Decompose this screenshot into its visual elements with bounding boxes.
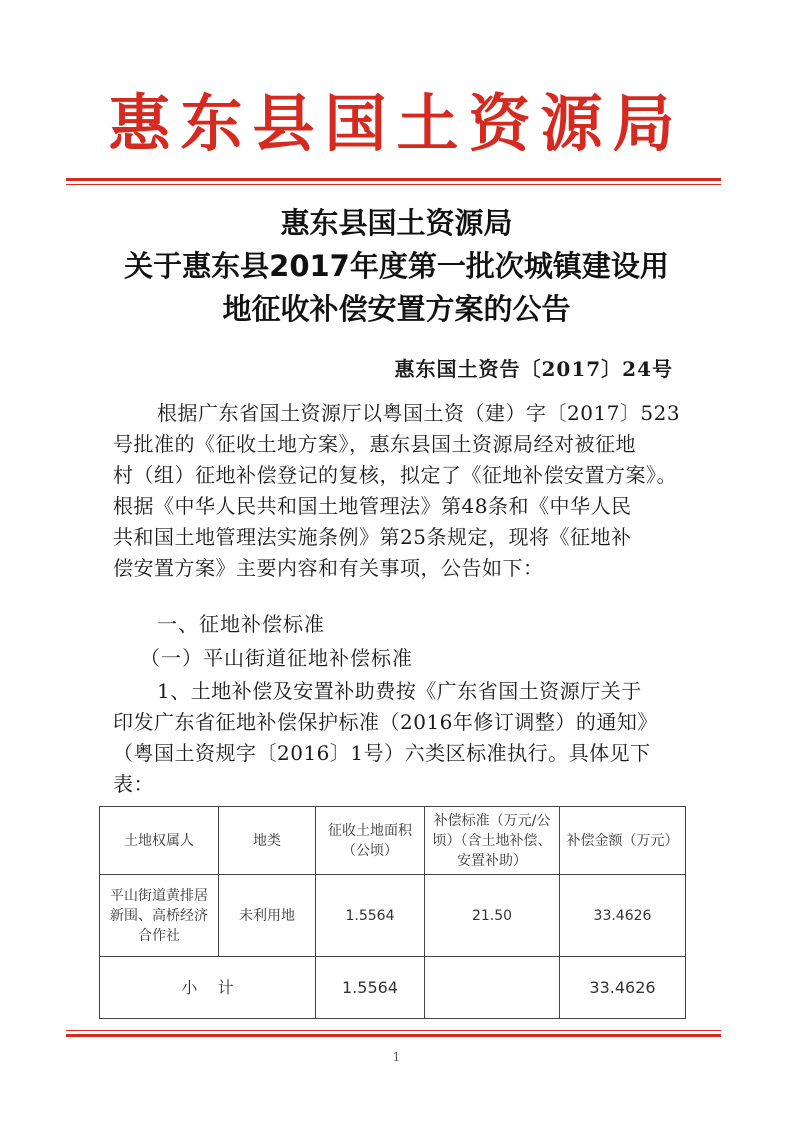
page-number: 1 [392, 1050, 401, 1064]
subtotal-amount: 33.4626 [560, 957, 686, 1019]
subtotal-area: 1.5564 [316, 957, 425, 1019]
section-heading-2: （一）平山街道征地补偿标准 [140, 646, 413, 670]
intro-line: 共和国土地管理法实施条例》第25条规定，现将《征地补 [113, 525, 632, 549]
notice-title [0, 202, 793, 331]
intro-line: 根据广东省国土资源厅以粤国土资（建）字〔2017〕523 [157, 401, 681, 425]
title-line-2: 关于惠东县2017年度第一批次城镇建设用 [124, 249, 669, 283]
title-line-3: 地征收补偿安置方案的公告 [222, 292, 571, 326]
document-number: 惠东国土资告〔2017〕24号 [394, 357, 673, 381]
col-amount-header: 补偿金额（万元） [560, 807, 686, 875]
col-owner-header: 土地权属人 [100, 807, 219, 875]
footer-rule-thick [66, 1034, 721, 1037]
cell-owner: 平山街道黄排居新围、高桥经济合作社 [100, 875, 219, 957]
col-area-header: 征收土地面积（公顷） [316, 807, 425, 875]
title-line-1: 惠东县国土资源局 [280, 206, 513, 240]
standard-line: 印发广东省征地补偿保护标准（2016年修订调整）的通知》 [113, 710, 658, 734]
col-rate-header: 补偿标准（万元/公顷）（含土地补偿、安置补助） [425, 807, 560, 875]
intro-paragraph [113, 398, 685, 584]
table-header-row [100, 807, 686, 875]
masthead-rule-thick [66, 178, 721, 181]
footer-rule-thin [66, 1030, 721, 1031]
standard-line: （粤国土资规字〔2016〕1号）六类区标准执行。具体见下 [113, 741, 651, 765]
cell-rate: 21.50 [425, 875, 560, 957]
intro-line: 村（组）征地补偿登记的复核，拟定了《征地补偿安置方案》。 [113, 463, 677, 487]
standard-line: 1、土地补偿及安置补助费按《广东省国土资源厅关于 [157, 679, 642, 703]
subtotal-label: 小 计 [100, 957, 316, 1019]
intro-line: 根据《中华人民共和国土地管理法》第48条和《中华人民 [113, 494, 632, 518]
compensation-table [99, 806, 686, 1019]
intro-line: 偿安置方案》主要内容和有关事项，公告如下： [113, 556, 544, 580]
cell-landtype: 未利用地 [219, 875, 316, 957]
standard-paragraph [113, 676, 685, 800]
section-heading-1: 一、征地补偿标准 [157, 612, 325, 636]
masthead-title: 惠东县国土资源局 [108, 87, 685, 160]
table-subtotal-row [100, 957, 686, 1019]
standard-line: 表： [113, 772, 154, 796]
subtotal-rate [425, 957, 560, 1019]
cell-area: 1.5564 [316, 875, 425, 957]
table-row [100, 875, 686, 957]
masthead-rule-thin [66, 184, 721, 185]
cell-amount: 33.4626 [560, 875, 686, 957]
intro-line: 号批准的《征收土地方案》，惠东县国土资源局经对被征地 [113, 432, 636, 456]
col-landtype-header: 地类 [219, 807, 316, 875]
